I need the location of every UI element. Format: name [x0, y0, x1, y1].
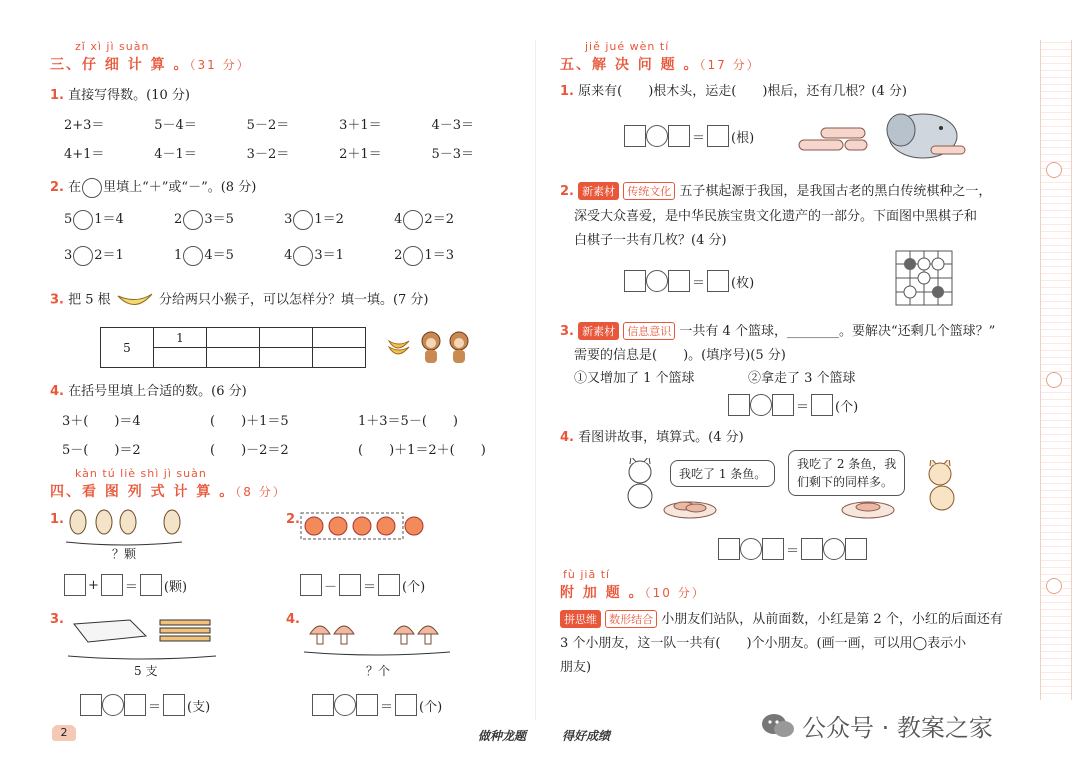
fish-plate-icon [840, 494, 896, 520]
fill-item[interactable]: 3＋( )＝4 [62, 414, 141, 429]
r-q2-number: 2. [560, 184, 574, 199]
split-cell[interactable] [207, 328, 260, 348]
p1-equation: + ＝ (颗) [64, 574, 189, 596]
unit-label: (个) [419, 699, 443, 715]
q1-number: 1. [50, 88, 64, 103]
sign-circle[interactable] [403, 210, 423, 230]
r-q1-heading [560, 80, 907, 99]
q3-text-pre: 把 5 根 [68, 292, 111, 308]
binding-hole-icon [1046, 372, 1062, 388]
extra-line1 [560, 608, 1003, 628]
sign-item: 3 2＝1 [64, 244, 124, 266]
extra-heading [560, 582, 706, 602]
r-q3-number: 3. [560, 324, 574, 339]
r-q3-option: ②拿走了 3 个篮球 [748, 371, 856, 386]
sign-item: 2 3＝5 [174, 208, 234, 230]
r-q2-text: 五子棋起源于我国，是我国古老的黑白传统棋种之一， [679, 184, 992, 199]
sign-circle[interactable] [73, 210, 93, 230]
unit-label: (根) [731, 130, 755, 146]
sec3-title: 三、仔 细 计 算 。 [50, 57, 190, 73]
sec3-pinyin: zǐ xì jì suàn [75, 40, 150, 53]
p1-label: ？颗 [112, 547, 137, 561]
calc-item: 4－3＝ [431, 118, 474, 133]
sec5-score: （17 分） [699, 58, 761, 72]
tag-new-material: 新素材 [578, 322, 619, 340]
answer-box[interactable] [339, 574, 361, 596]
circle-blank [82, 178, 102, 198]
q1-row2 [64, 143, 474, 162]
r-q3-equation: ＝ (个) [728, 394, 860, 416]
split-cell[interactable] [154, 348, 207, 368]
answer-box[interactable] [124, 694, 146, 716]
sec5-heading [560, 54, 761, 74]
r-q4-number: 4. [560, 430, 574, 445]
tag-thinking: 拼思维 [560, 610, 601, 628]
calc-item: 4+1＝ [64, 147, 105, 162]
r-q4-text: 看图讲故事，填算式。(4 分) [578, 430, 744, 445]
q1-heading [50, 84, 190, 103]
p2-number: 2. [286, 512, 300, 527]
cat-left-icon [620, 458, 662, 510]
answer-box[interactable] [624, 270, 646, 292]
split-cell[interactable] [260, 328, 313, 348]
extra-text: 朋友) [560, 660, 592, 675]
q2-row2 [64, 244, 454, 266]
page-divider [535, 40, 536, 720]
logs-elephant-icon [795, 106, 970, 164]
q4-heading [50, 380, 247, 399]
unit-label: (颗) [163, 579, 188, 595]
extra-pinyin: fù jiā tí [563, 568, 611, 581]
fill-item[interactable]: 1＋3＝5－( ) [358, 414, 458, 429]
q3-text-post: 分给两只小猴子，可以怎样分？填一填。(7 分) [158, 292, 429, 308]
calc-item: 4－1＝ [154, 147, 197, 162]
unit-label: (枚) [731, 275, 755, 291]
r-q2-text: 白棋子一共有几枚？(4 分) [574, 233, 727, 248]
extra-title: 附 加 题 。 [560, 585, 645, 601]
sign-circle[interactable] [403, 246, 423, 266]
r-q3-text: 一共有 4 个篮球，________。要解决“还剩几个篮球？” [679, 324, 996, 339]
split-cell[interactable] [207, 348, 260, 368]
sign-circle[interactable] [183, 246, 203, 266]
page-number: 2 [52, 725, 76, 741]
q1-row1 [64, 114, 474, 133]
r-q1-number: 1. [560, 84, 574, 99]
extra-score: （10 分） [644, 586, 706, 600]
sec4-pinyin: kàn tú liè shì jì suàn [75, 467, 207, 480]
calc-item: 2＋1＝ [339, 147, 382, 162]
q2-row1 [64, 208, 454, 230]
answer-box[interactable] [395, 694, 417, 716]
fill-item[interactable]: ( )＋1＝2＋( ) [358, 443, 486, 458]
split-cell[interactable]: 1 [154, 328, 207, 348]
r-q2-line1 [560, 180, 991, 200]
tomatoes-icon [300, 512, 430, 542]
tag-category: 传统文化 [623, 182, 675, 200]
answer-circle[interactable] [646, 125, 668, 147]
sign-circle[interactable] [73, 246, 93, 266]
r-q2-equation: ＝ (枚) [624, 270, 756, 292]
q3-heading [50, 288, 429, 312]
watermark [760, 708, 993, 743]
calc-item: 2+3＝ [64, 118, 105, 133]
r-q3-line1 [560, 320, 995, 340]
sign-item: 3 1＝2 [284, 208, 344, 230]
answer-box[interactable] [300, 574, 322, 596]
q2-text-pre: 在 [68, 180, 82, 195]
unit-label: (个) [402, 579, 426, 595]
calc-item: 3－2＝ [246, 147, 290, 162]
extra-text: 小朋友们站队，从前面数，小红是第 2 个，小红的后面还有 [661, 612, 1003, 627]
speech-bubble-1: 我吃了 1 条鱼。 [670, 460, 775, 487]
unit-label: (个) [835, 399, 859, 415]
sec5-pinyin: jiě jué wèn tí [585, 40, 670, 53]
mushrooms-icon [300, 618, 460, 658]
r-q3-text: 需要的信息是( )。(填序号)(5 分) [574, 348, 786, 363]
q4-text: 在括号里填上合适的数。(6 分) [68, 384, 247, 399]
p3-equation: ＝ (支) [80, 694, 212, 716]
margin-strip [1040, 40, 1072, 700]
calc-item: 5－3＝ [431, 147, 474, 162]
answer-circle[interactable] [646, 270, 668, 292]
p1-number: 1. [50, 512, 64, 527]
unit-label: (支) [187, 699, 211, 715]
bubble-line: 们剩下的同样多。 [797, 475, 894, 489]
sign-item: 2 1＝3 [394, 244, 454, 266]
sec3-heading [50, 54, 251, 74]
sec4-title: 四、看 图 列 式 计 算 。 [50, 484, 236, 500]
extra-text: 3 个小朋友，这一队一共有( )个小朋友。(画一画，可以用◯表示小 [560, 636, 967, 651]
answer-box[interactable] [140, 574, 162, 596]
q2-heading [50, 176, 256, 198]
answer-box[interactable] [80, 694, 102, 716]
r-q1-text: 原来有( )根木头，运走( )根后，还有几根？(4 分) [578, 84, 907, 99]
answer-box[interactable] [707, 270, 729, 292]
tag-new-material: 新素材 [578, 182, 619, 200]
r-q4-equation: ＝ [718, 538, 867, 560]
bubble-line: 我吃了 2 条鱼，我 [797, 457, 897, 471]
pencil-box-icon [64, 612, 224, 662]
fish-plate-icon [662, 494, 718, 520]
binding-hole-icon [1046, 578, 1062, 594]
fill-item[interactable]: 5－( )＝2 [62, 443, 141, 458]
answer-box[interactable] [312, 694, 334, 716]
watermark-text: 公众号 · 教案之家 [802, 714, 993, 742]
split-table [100, 327, 366, 368]
wechat-icon [760, 711, 796, 741]
answer-circle[interactable] [102, 694, 124, 716]
sign-circle[interactable] [183, 210, 203, 230]
p3-label: 5 支 [134, 664, 158, 678]
sec4-score: （8 分） [235, 485, 287, 499]
answer-box[interactable] [801, 538, 823, 560]
p4-equation: ＝ (个) [312, 694, 444, 716]
sign-item: 4 3＝1 [284, 244, 344, 266]
q2-text-post: 里填上“＋”或“－”。(8 分) [103, 180, 257, 195]
sign-circle[interactable] [293, 246, 313, 266]
answer-circle[interactable] [823, 538, 845, 560]
footer-slogan: 做种龙题 得好成绩 [478, 729, 611, 743]
answer-circle[interactable] [334, 694, 356, 716]
p2-equation: － ＝ (个) [300, 574, 427, 596]
sec5-title: 五、解 决 问 题 。 [560, 57, 700, 73]
fill-item[interactable]: ( )－2＝2 [210, 443, 289, 458]
answer-box[interactable] [64, 574, 86, 596]
split-total: 5 [101, 328, 154, 368]
split-cell[interactable] [260, 348, 313, 368]
split-cell[interactable] [313, 348, 366, 368]
answer-circle[interactable] [750, 394, 772, 416]
answer-box[interactable] [378, 574, 400, 596]
q1-text: 直接写得数。(10 分) [68, 88, 190, 103]
answer-box[interactable] [728, 394, 750, 416]
tag-category: 信息意识 [623, 322, 675, 340]
p4-label: ？个 [366, 664, 391, 678]
sign-item: 1 4＝5 [174, 244, 234, 266]
sec4-heading [50, 481, 287, 501]
banana-icon [115, 288, 155, 312]
q2-number: 2. [50, 180, 64, 195]
tag-category: 数形结合 [605, 610, 657, 628]
sign-item: 5 1＝4 [64, 208, 124, 230]
answer-box[interactable] [811, 394, 833, 416]
q3-number: 3. [50, 292, 64, 308]
cat-right-icon [920, 460, 966, 512]
p3-number: 3. [50, 612, 64, 627]
split-cell[interactable] [313, 328, 366, 348]
answer-box[interactable] [163, 694, 185, 716]
monkeys-bananas-icon [385, 325, 480, 365]
calc-item: 5－2＝ [246, 118, 290, 133]
sec3-score: （31 分） [189, 58, 251, 72]
answer-box[interactable] [845, 538, 867, 560]
answer-box[interactable] [762, 538, 784, 560]
sign-item: 4 2＝2 [394, 208, 454, 230]
answer-box[interactable] [707, 125, 729, 147]
binding-hole-icon [1046, 162, 1062, 178]
answer-box[interactable] [101, 574, 123, 596]
speech-bubble-2 [788, 450, 905, 496]
q4-number: 4. [50, 384, 64, 399]
answer-box[interactable] [718, 538, 740, 560]
peanuts-icon [64, 508, 189, 548]
r-q1-equation: ＝ (根) [624, 125, 756, 147]
answer-box[interactable] [356, 694, 378, 716]
calc-item: 3＋1＝ [339, 118, 382, 133]
answer-circle[interactable] [740, 538, 762, 560]
r-q4-heading [560, 426, 744, 445]
answer-box[interactable] [668, 125, 690, 147]
answer-box[interactable] [668, 270, 690, 292]
answer-box[interactable] [624, 125, 646, 147]
sign-circle[interactable] [293, 210, 313, 230]
r-q3-option: ①又增加了 1 个篮球 [574, 371, 695, 386]
gomoku-board-icon [895, 250, 955, 308]
calc-item: 5－4＝ [154, 118, 197, 133]
fill-item[interactable]: ( )＋1＝5 [210, 414, 289, 429]
answer-box[interactable] [772, 394, 794, 416]
p4-number: 4. [286, 612, 300, 627]
r-q2-text: 深受大众喜爱，是中华民族宝贵文化遗产的一部分。下面图中黑棋子和 [574, 209, 978, 224]
